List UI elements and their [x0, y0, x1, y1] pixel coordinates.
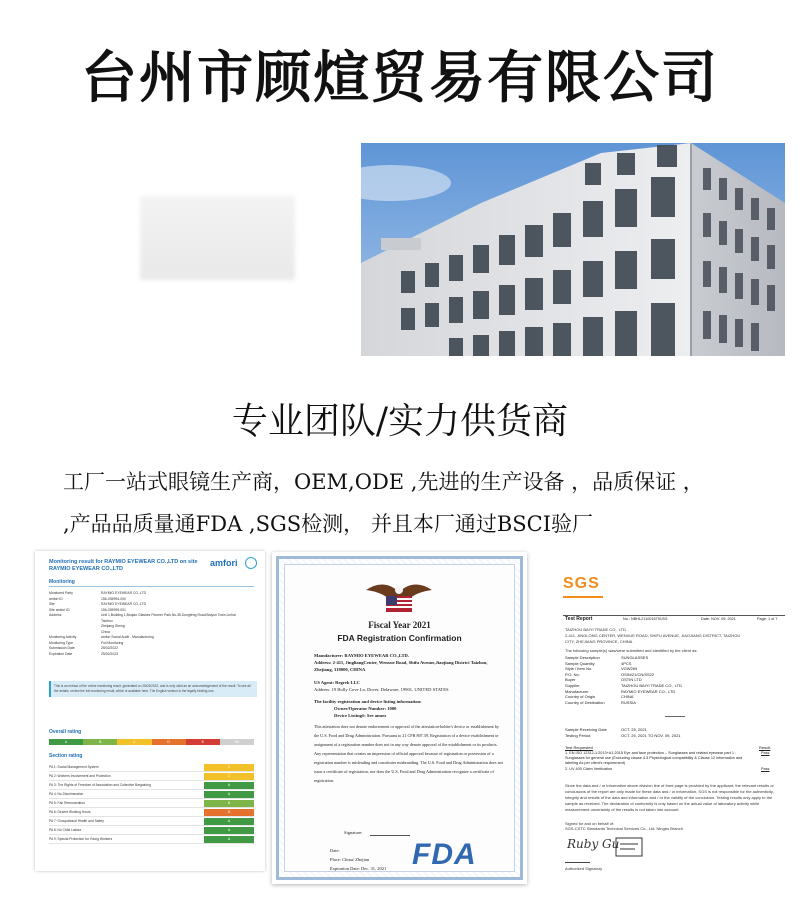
amfori-section-row [49, 781, 254, 790]
sgs-test-text: 1. EN ISO 12312-1:2013+A1:2015 Eye and face protection – Sunglasses and related eyewear part 1 : Sunglasses for general use (Excluding clause 4.3 Physiological compatibility & Clause 12 information and labeling As per client's requirement) [565, 751, 743, 765]
sgs-result-header: Result [759, 745, 771, 750]
amfori-field-label: amfori ID [49, 596, 63, 601]
sgs-field-value: TAIZHOU BAIYI TRADE CO., LTD [621, 682, 682, 688]
amfori-section-list [49, 763, 254, 844]
amfori-title: Monitoring result for RAYMIO EYEWEAR CO.,LTD on site RAYMIO EYEWEAR CO.,LTD [49, 559, 198, 572]
company-name-heading: 台州市顾煊贸易有限公司 [81, 46, 719, 111]
sgs-field-label: Supplier [565, 682, 580, 688]
fda-body: This attestation does not denote endorsement or approval of the attestation-holder's device or establishment by the U.S. Food and Drug Administration. Pursuant to 21 CFR 807.39, Registration of a device establishment or assignment of a registration number does not in any way denote approval of the establishment or its products. Any representation that creates an impression of official approval because of registration or possession of a registration number is misleading and constitutes misbranding. The U.S. Food and Drug Administration does not issue a certificate of registration, nor does the U.S. Food and Drug Administration recognize a certificate of registration. [314, 724, 503, 783]
sgs-sample-fields [565, 655, 783, 705]
sgs-field-label: Manufacturer [565, 688, 589, 694]
sgs-field-label: Sample Quantity [565, 660, 595, 666]
sgs-field-label: Style / Item No. [565, 666, 593, 672]
signature-line [370, 835, 410, 836]
amfori-overall-rating: Overall rating [49, 729, 82, 735]
amfori-field-value: Zhejiang Sheng [101, 624, 125, 628]
fda-us-agent: US Agent: Regrek LLC [314, 680, 360, 685]
amfori-section-name: PA 5: Fair Remuneration [49, 801, 85, 805]
amfori-section-name: PA 7: Occupational Health and Safety [49, 819, 104, 823]
amfori-logo: amfori [210, 558, 238, 568]
amfori-section-rating: Section rating [49, 753, 83, 759]
amfori-field-label: Site [49, 602, 55, 606]
amfori-field-value: 25/02/2023 [101, 651, 118, 656]
sgs-dates [565, 727, 783, 738]
sgs-address-line: TAIZHOU BAIYI TRADE CO., LTD [565, 627, 626, 632]
amfori-section-name: PA 9: Special Protection for Young Workers [49, 837, 113, 841]
amfori-section-name: PA 6: Decent Working Hours [49, 810, 91, 814]
sgs-field-value: OSIN/21/CN/SS22 [621, 671, 655, 677]
amfori-field-label: Expiration Date [49, 651, 73, 656]
fda-place: Place: China/ Zhejian [330, 857, 369, 862]
slogan-heading: 专业团队/实力供货商 [231, 401, 569, 442]
sgs-intro: The following sample(s) was/were submitted and identified by the client as: [565, 648, 698, 653]
amfori-section-grade: A [204, 791, 254, 798]
sgs-signatory: Authorized Signatory [565, 866, 603, 871]
fda-device: Device Listing#: See annex [334, 713, 387, 718]
amfori-section-name: PA 3: The Rights of Freedom of Association and Collective Bargaining [49, 783, 151, 787]
amfori-section-name: PA 2: Workers Involvement and Protection [49, 774, 111, 778]
sgs-date-value: OCT. 25, 2021 TO NOV. 09, 2021 [621, 732, 681, 738]
sgs-page: Page: 1 of 7 [757, 617, 778, 621]
fda-facility: The facility registration and device listing information: [314, 699, 422, 704]
rating-scale-cell: A [49, 739, 83, 745]
sgs-field-value: SUNGLASSES [621, 655, 649, 660]
amfori-section-grade: D [204, 809, 254, 816]
fda-agent-address: Address: 19 Holly Cove Ln, Dover, Delaware, 19901, UNITED STATES [314, 687, 449, 692]
amfori-field-label: Site amfori ID [49, 607, 70, 612]
sgs-test-requested: Test Requested [565, 745, 593, 750]
sgs-field-label: Country of Origin [565, 694, 596, 700]
sgs-field-label: Sample Description [565, 655, 600, 660]
sgs-signed: Signed for and on behalf of: [565, 821, 615, 826]
signature-line [565, 862, 590, 863]
fda-address: Address: 2-411, JingliangCenter, Wenxue Road, Shifu Avenue,Jiaojiang District Taizhou, Zhejiang, 318000, CHINA [314, 660, 488, 672]
amfori-field-value: 25/02/2022 [101, 646, 118, 650]
sgs-test-row [565, 751, 783, 766]
rating-scale-cell: D [152, 739, 186, 745]
amfori-field-row [49, 652, 259, 658]
divider [665, 716, 685, 717]
rating-scale-cell: E [186, 739, 220, 745]
amfori-field-value: 156-035995-001 [101, 607, 126, 612]
fda-owner: Owner/Operator Number: 1000 [334, 706, 397, 711]
amfori-section-grade: B [204, 800, 254, 807]
sgs-date-label: Testing Period [565, 732, 591, 738]
amfori-section-name: PA 8: No Child Labour [49, 828, 82, 832]
amfori-section-grade: C [204, 773, 254, 780]
fda-title: FDA Registration Confirmation [337, 633, 462, 643]
amfori-section-row [49, 790, 254, 799]
sgs-address-line: CITY, ZHEJIANG PROVINCE, CHINA [565, 639, 633, 644]
sgs-field-label: P.O. No. [565, 671, 580, 677]
amfori-section-row [49, 763, 254, 772]
sgs-field-row [565, 700, 783, 706]
amfori-field-value: Taizhou [101, 618, 113, 623]
amfori-field-value: Unit 1,Building 1,Boqiao Glasses Pioneer Park,No.36,Dongfeng Road,Baiyun Town,Linhai [101, 613, 236, 617]
amfori-field-label: Monitoring Activity [49, 635, 77, 639]
sgs-report-date: Date: NOV. 09, 2021 [701, 617, 736, 621]
sgs-field-value: VGW269 [621, 666, 638, 672]
sgs-test-text: 2. UV 400 Claim Verification [565, 767, 613, 771]
amfori-field-label: Monitoring Type [49, 640, 74, 645]
sgs-field-value: 4PCS [621, 660, 632, 666]
amfori-field-value: Full Monitoring [101, 640, 124, 645]
sgs-test-list [565, 751, 783, 773]
fda-expiration: Expiration Date: Dec. 31, 2021 [330, 866, 387, 871]
amfori-field-label: Submission Date [49, 646, 75, 650]
amfori-section-name: PA 1: Social Management System [49, 765, 99, 769]
amfori-section-row [49, 826, 254, 835]
amfori-field-label: Address [49, 613, 62, 617]
sgs-address-line: 2-411, JINGLONG CENTER, WENXUE ROAD, SHIFU AVENUE, JIAOJIANG DISTRICT, TAIZHOU [565, 633, 741, 638]
sgs-logo: SGS [563, 575, 600, 592]
description-line-1: 工厂一站式眼镜生产商，OEM,ODE ,先进的生产设备 ，品质保证 ， [63, 470, 704, 494]
sgs-report-label: Test Report [565, 616, 593, 622]
sgs-client-address [565, 627, 783, 645]
description-line-2: ,产品品质量通FDA ,SGS检测， 并且本厂通过BSCI验厂 [63, 512, 594, 536]
divider [563, 596, 603, 598]
sgs-signature: Ruby Gu [567, 837, 620, 851]
sgs-test-report [563, 575, 785, 880]
amfori-field-value: amfori Social Audit - Manufacturing [101, 635, 154, 639]
sgs-date-row [565, 733, 783, 739]
amfori-section-grade: C [204, 764, 254, 771]
amfori-section-grade: A [204, 836, 254, 843]
amfori-monitoring-certificate [35, 551, 265, 871]
sgs-signed-org: SGS-CSTC Standards Technical Services Co., Ltd. Ningbo Branch [565, 826, 683, 831]
amfori-field-value: 156-035994-000 [101, 596, 126, 601]
sgs-field-value: RUSSIA [621, 699, 636, 705]
sgs-test-result: Pass [761, 767, 770, 771]
sgs-field-label: Country of Destination [565, 699, 605, 705]
amfori-section-row [49, 799, 254, 808]
amfori-globe-icon [245, 557, 257, 569]
divider [49, 586, 254, 587]
sgs-field-label: Buyer [565, 677, 576, 683]
amfori-section-grade: A [204, 827, 254, 834]
sgs-test-row [565, 767, 783, 772]
amfori-field-value: RAYMIO EYEWEAR CO.,LTD [101, 591, 147, 595]
fda-signature: Signature: [344, 830, 363, 835]
sgs-date-label: Sample Receiving Date [565, 727, 607, 732]
rating-scale-cell: NA [220, 739, 254, 745]
amfori-section-row [49, 772, 254, 781]
fda-logo: FDA [412, 838, 477, 871]
amfori-section-row [49, 817, 254, 826]
amfori-field-value: RAYMIO EYEWEAR CO.,LTD [101, 602, 147, 606]
sgs-field-value: RAYMIO EYEWEAR CO., LTD [621, 688, 676, 694]
sgs-footer-text: Since the data and / or information above division line of front page is provided by the applicant, the relevant results or conclusions of the report are only made for these data and / or information, SGS is not responsible for the authenticity, integrity and results of the data and information and / or the validity of the conclusion. Testing results only apply to the sample as received. The declaration of conformity is only based on the actual value of laboratory activity while measurement uncertainty of the results is not taken into account. [565, 783, 774, 812]
amfori-field-value: China [101, 629, 110, 634]
divider [563, 615, 785, 616]
fda-registration-certificate [272, 552, 527, 884]
fda-date: Date: [330, 848, 340, 853]
amfori-field-label: Monitored Party [49, 591, 73, 595]
amfori-notice-box [49, 681, 257, 697]
amfori-notice-text: This is an extract of the online monitoring result, generated on 25/03/2022, and is only valid as an acknowledgement of the result. To see all the details, review the full monitoring result, which is available here. The English version is the legally binding one. [54, 684, 251, 693]
amfori-section-row [49, 808, 254, 817]
sgs-report-no: No.: NBHL2110016791SG [623, 617, 668, 621]
sgs-date-value: OCT. 25, 2021 [621, 727, 647, 732]
sgs-field-value: OSTIN LTD [621, 677, 642, 683]
amfori-rating-scale [49, 739, 254, 745]
rating-scale-cell: C [117, 739, 151, 745]
sgs-test-result: Pass [761, 751, 770, 755]
factory-building-photo [361, 143, 785, 356]
amfori-section-grade: A [204, 818, 254, 825]
fda-manufacturer: Manufacturer: RAYMIO EYEWEAR CO.,LTD. [314, 653, 410, 658]
fda-fiscal-year: Fiscal Year 2021 [368, 620, 431, 630]
amfori-section-grade: A [204, 782, 254, 789]
amfori-section-monitoring: Monitoring [49, 579, 75, 585]
rating-scale-cell: B [83, 739, 117, 745]
sgs-field-value: CHINA [621, 694, 634, 700]
amfori-section-name: PA 4: No Discrimination [49, 792, 84, 796]
faded-photo-placeholder [140, 196, 295, 280]
amfori-field-list [49, 591, 259, 657]
eagle-flag-emblem-icon [364, 578, 434, 616]
amfori-section-row [49, 835, 254, 844]
sgs-stamp-icon [615, 837, 643, 857]
